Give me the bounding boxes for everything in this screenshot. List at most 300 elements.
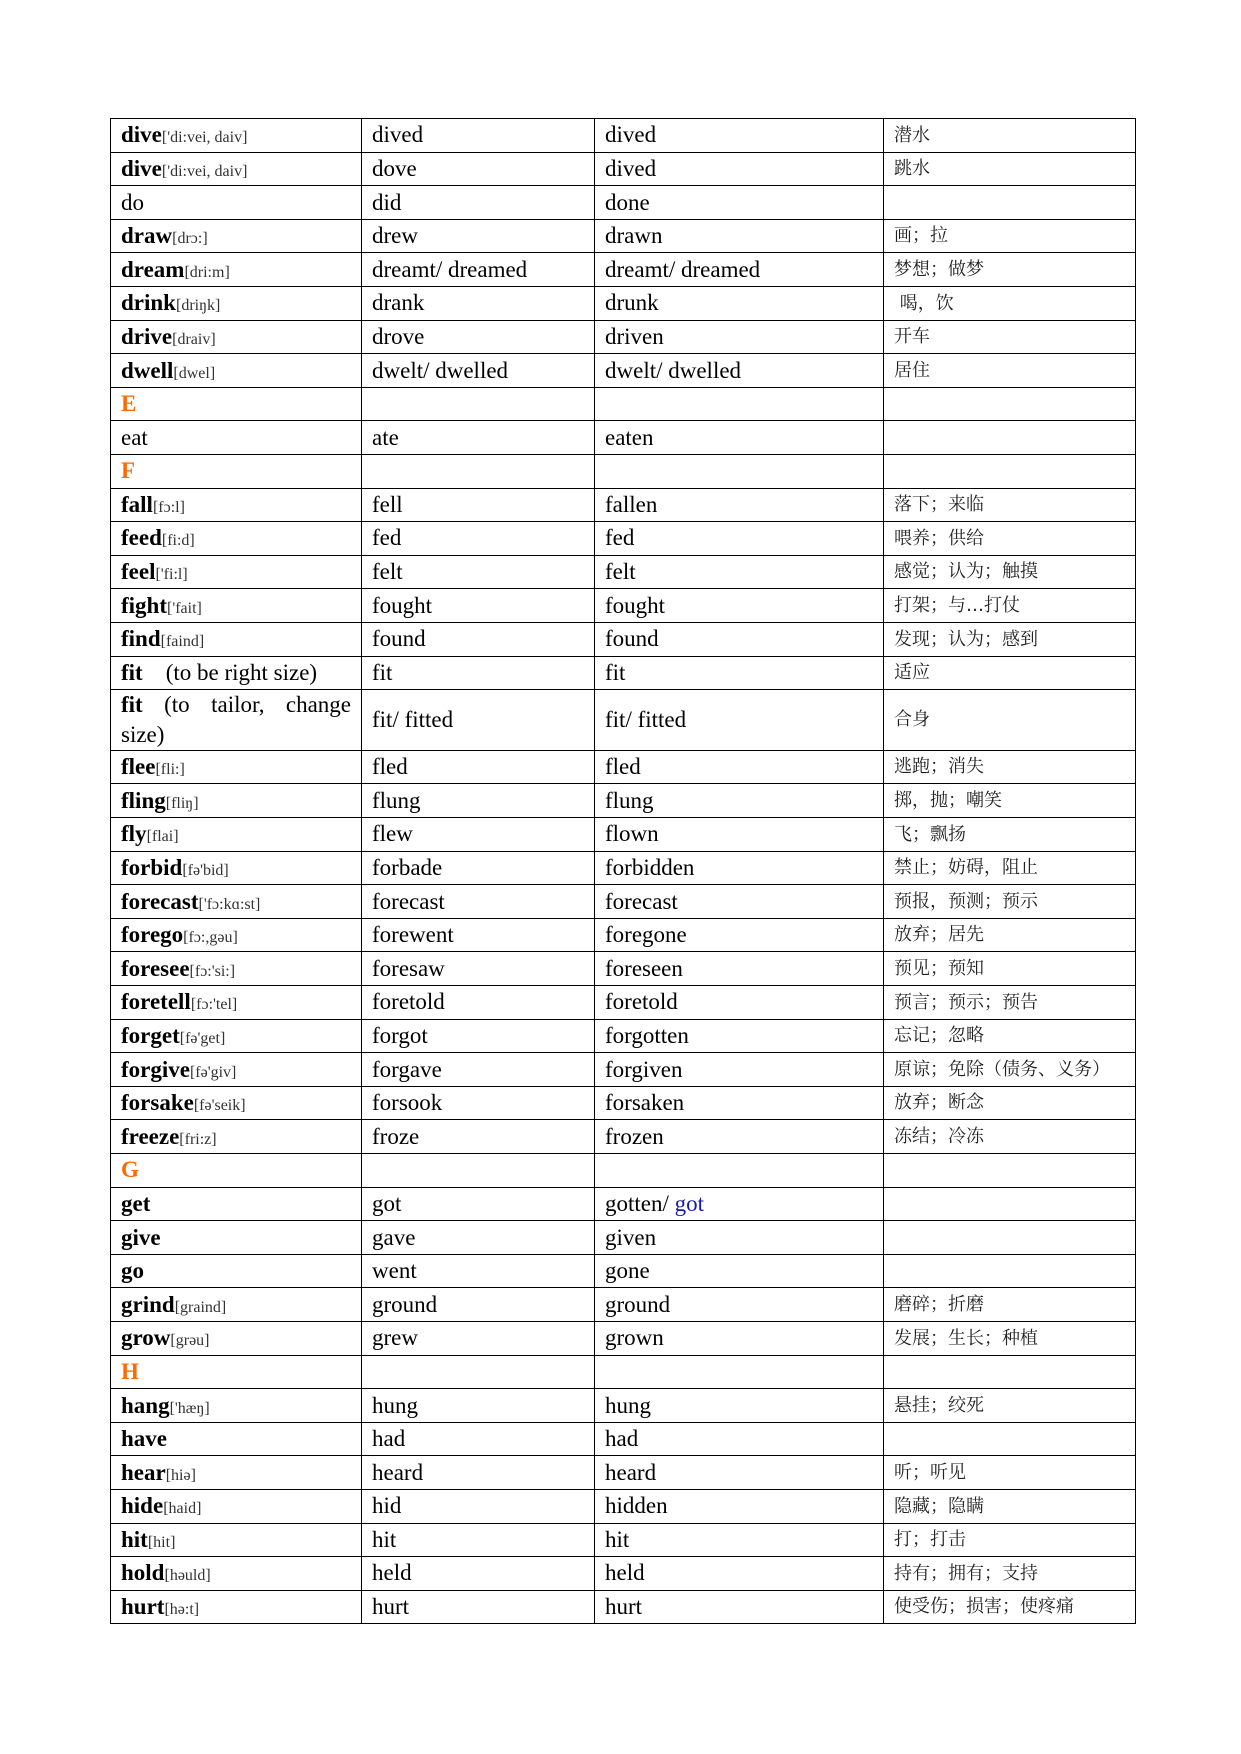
phonetic: [fɔ:l] [152, 498, 185, 516]
meaning-cell: 感觉；认为；触摸 [884, 555, 1136, 589]
base-form: hide [121, 1493, 164, 1519]
base-form-cell [111, 320, 362, 354]
phonetic: ['fɔ:kɑ:st] [198, 895, 261, 913]
past-participle-cell [595, 1422, 884, 1456]
past-participle-cell [595, 818, 884, 852]
past-tense-cell: forbade [362, 851, 595, 885]
empty-cell [884, 387, 1136, 421]
base-form-cell [111, 750, 362, 784]
base-form-cell [111, 119, 362, 153]
empty-cell [362, 454, 595, 488]
base-form: hold [121, 1560, 165, 1586]
past-tense-cell: ate [362, 421, 595, 455]
meaning-cell: 合身 [884, 690, 1136, 751]
base-form-cell [111, 1221, 362, 1255]
meaning-cell: 磨碎；折磨 [884, 1288, 1136, 1322]
base-form: hit [121, 1526, 148, 1552]
verb-row [111, 1590, 1136, 1624]
base-form: dive [121, 155, 162, 181]
past-participle: heard [605, 1459, 657, 1485]
verb-row [111, 1053, 1136, 1087]
phonetic: [hit] [147, 1533, 176, 1551]
past-tense-cell: held [362, 1557, 595, 1591]
past-tense-cell: drank [362, 286, 595, 320]
past-tense-cell: drove [362, 320, 595, 354]
usage-note: (to be right size) [142, 659, 318, 685]
meaning-cell: 原谅；免除（债务、义务） [884, 1053, 1136, 1087]
past-participle-cell [595, 253, 884, 287]
past-participle-cell [595, 286, 884, 320]
base-form-cell [111, 1557, 362, 1591]
past-participle: dived [605, 155, 657, 181]
empty-cell [595, 1154, 884, 1188]
verb-row [111, 986, 1136, 1020]
past-participle: forgotten [605, 1022, 689, 1048]
past-participle-cell [595, 1254, 884, 1288]
past-participle: frozen [605, 1123, 664, 1149]
section-letter [111, 387, 362, 421]
phonetic: [fi:d] [161, 532, 195, 550]
phonetic: [fə'bid] [182, 862, 229, 879]
base-form: find [121, 626, 161, 652]
meaning-cell: 忘记；忽略 [884, 1019, 1136, 1053]
past-participle: drunk [605, 290, 659, 316]
base-form-cell [111, 1489, 362, 1523]
past-participle: fit/ fitted [605, 707, 687, 733]
verb-row [111, 784, 1136, 818]
past-tense-cell: dwelt/ dwelled [362, 354, 595, 388]
verb-row [111, 589, 1136, 623]
meaning-cell [884, 1422, 1136, 1456]
empty-cell [362, 387, 595, 421]
base-form-cell [111, 690, 362, 751]
base-form: fly [121, 821, 147, 847]
phonetic: [hiə] [165, 1466, 196, 1484]
base-form: fall [121, 491, 153, 517]
phonetic: [fri:z] [179, 1130, 217, 1148]
base-form-cell [111, 286, 362, 320]
meaning-cell: 逃跑；消失 [884, 750, 1136, 784]
meaning-cell: 掷，抛；嘲笑 [884, 784, 1136, 818]
meaning-cell: 梦想；做梦 [884, 253, 1136, 287]
verb-row [111, 1456, 1136, 1490]
past-tense-cell: heard [362, 1456, 595, 1490]
past-tense-cell: fell [362, 488, 595, 522]
phonetic: [fɔ:,gəu] [183, 929, 238, 947]
phonetic: [driŋk] [175, 297, 221, 315]
past-participle: ground [605, 1291, 671, 1317]
base-form-cell [111, 885, 362, 919]
past-participle-cell [595, 1187, 884, 1221]
past-participle-cell [595, 885, 884, 919]
base-form: eat [121, 424, 148, 450]
past-tense-cell: forecast [362, 885, 595, 919]
base-form-cell [111, 851, 362, 885]
past-tense-cell: dived [362, 119, 595, 153]
past-participle-cell [595, 690, 884, 751]
meaning-cell: 喝，饮 [884, 286, 1136, 320]
base-form: feed [121, 525, 162, 551]
verb-row [111, 918, 1136, 952]
past-participle-cell [595, 784, 884, 818]
verb-row [111, 286, 1136, 320]
verb-row [111, 1489, 1136, 1523]
past-participle-cell [595, 589, 884, 623]
empty-cell [595, 1355, 884, 1389]
past-participle-cell [595, 219, 884, 253]
past-participle-cell [595, 1120, 884, 1154]
base-form: dream [121, 256, 185, 282]
past-participle-cell [595, 186, 884, 220]
verb-row [111, 119, 1136, 153]
past-participle: forsaken [605, 1090, 685, 1116]
verb-row [111, 851, 1136, 885]
phonetic: [həuld] [164, 1567, 211, 1585]
past-participle-cell [595, 918, 884, 952]
past-tense-cell: found [362, 622, 595, 656]
past-participle-cell [595, 1086, 884, 1120]
empty-cell [595, 387, 884, 421]
meaning-cell: 落下；来临 [884, 488, 1136, 522]
base-form-cell [111, 555, 362, 589]
past-participle: done [605, 189, 650, 215]
past-tense-cell: dreamt/ dreamed [362, 253, 595, 287]
base-form-cell [111, 1288, 362, 1322]
past-participle-cell [595, 1523, 884, 1557]
base-form-cell [111, 818, 362, 852]
base-form: grind [121, 1291, 175, 1317]
phonetic: [faind] [160, 633, 205, 651]
base-form-cell [111, 522, 362, 556]
empty-cell [884, 454, 1136, 488]
base-form-cell [111, 986, 362, 1020]
past-tense-cell: fed [362, 522, 595, 556]
past-participle: flown [605, 821, 659, 847]
base-form-cell [111, 253, 362, 287]
past-participle: fought [605, 592, 666, 618]
past-tense-cell: hung [362, 1389, 595, 1423]
past-participle-cell [595, 421, 884, 455]
verb-row [111, 1321, 1136, 1355]
past-participle-cell [595, 1288, 884, 1322]
past-participle: driven [605, 323, 664, 349]
base-form-cell [111, 421, 362, 455]
verb-row [111, 354, 1136, 388]
base-form: go [121, 1258, 144, 1284]
meaning-cell: 发展；生长；种植 [884, 1321, 1136, 1355]
past-participle-cell [595, 354, 884, 388]
past-tense-cell: got [362, 1187, 595, 1221]
empty-cell [595, 454, 884, 488]
past-participle: hung [605, 1392, 651, 1418]
past-participle-alt: got [674, 1190, 705, 1216]
past-participle-cell [595, 1389, 884, 1423]
meaning-cell [884, 421, 1136, 455]
past-tense-cell: forewent [362, 918, 595, 952]
past-tense-cell: did [362, 186, 595, 220]
phonetic: [hə:t] [164, 1601, 200, 1619]
phonetic: [grəu] [170, 1332, 210, 1350]
past-participle: held [605, 1560, 645, 1586]
base-form: hurt [121, 1594, 165, 1620]
past-participle: grown [605, 1325, 664, 1351]
base-form-cell [111, 589, 362, 623]
base-form: do [121, 189, 144, 215]
past-participle-cell [595, 320, 884, 354]
meaning-cell: 打架；与…打仗 [884, 589, 1136, 623]
meaning-cell: 预报，预测；预示 [884, 885, 1136, 919]
verb-row [111, 1086, 1136, 1120]
verb-row [111, 818, 1136, 852]
past-tense-cell: foresaw [362, 952, 595, 986]
past-participle-cell [595, 1053, 884, 1087]
meaning-cell: 喂养；供给 [884, 522, 1136, 556]
past-participle: forecast [605, 888, 678, 914]
phonetic: ['fi:l] [155, 566, 188, 584]
meaning-cell: 潜水 [884, 119, 1136, 153]
section-row [111, 387, 1136, 421]
section-letter-text: H [121, 1358, 139, 1384]
base-form: drive [121, 323, 173, 349]
phonetic: [flai] [146, 828, 179, 846]
phonetic: [dri:m] [184, 263, 230, 281]
past-participle-cell [595, 555, 884, 589]
base-form-cell [111, 1321, 362, 1355]
verb-row [111, 1557, 1136, 1591]
meaning-cell: 适应 [884, 656, 1136, 690]
section-letter-text: F [121, 458, 136, 484]
verb-row [111, 1288, 1136, 1322]
base-form: dive [121, 122, 162, 148]
past-tense-cell: dove [362, 152, 595, 186]
verb-table-body [111, 119, 1136, 1624]
section-letter [111, 454, 362, 488]
past-participle: foregone [605, 922, 687, 948]
meaning-cell: 预言；预示；预告 [884, 986, 1136, 1020]
phonetic: [fliŋ] [165, 794, 199, 812]
base-form-cell [111, 1019, 362, 1053]
base-form-cell [111, 152, 362, 186]
meaning-cell [884, 1221, 1136, 1255]
base-form: give [121, 1224, 161, 1250]
base-form-cell [111, 1456, 362, 1490]
past-participle-cell [595, 750, 884, 784]
base-form-cell [111, 622, 362, 656]
past-tense-cell: grew [362, 1321, 595, 1355]
past-tense-cell: forgave [362, 1053, 595, 1087]
base-form-cell [111, 1187, 362, 1221]
past-tense-cell: drew [362, 219, 595, 253]
section-letter [111, 1355, 362, 1389]
phonetic: [fɔ:'tel] [190, 996, 238, 1014]
past-tense-cell: ground [362, 1288, 595, 1322]
verb-row [111, 219, 1136, 253]
verb-row [111, 622, 1136, 656]
meaning-cell: 使受伤；损害；使疼痛 [884, 1590, 1136, 1624]
base-form-cell [111, 1254, 362, 1288]
phonetic: [dwel] [173, 364, 216, 382]
past-tense-cell: fought [362, 589, 595, 623]
past-participle: gotten/ [605, 1190, 675, 1216]
base-form: fit [121, 659, 143, 685]
past-tense-cell: hit [362, 1523, 595, 1557]
meaning-cell [884, 1187, 1136, 1221]
base-form-cell [111, 1389, 362, 1423]
past-participle: drawn [605, 223, 663, 249]
past-tense-cell: hurt [362, 1590, 595, 1624]
base-form-cell [111, 354, 362, 388]
base-form-cell [111, 186, 362, 220]
base-form: have [121, 1426, 167, 1452]
section-row [111, 454, 1136, 488]
base-form-cell [111, 1086, 362, 1120]
empty-cell [362, 1355, 595, 1389]
base-form-cell [111, 918, 362, 952]
past-participle-cell [595, 851, 884, 885]
past-tense-cell: flung [362, 784, 595, 818]
meaning-cell: 画；拉 [884, 219, 1136, 253]
past-participle-cell [595, 1590, 884, 1624]
past-participle-cell [595, 1489, 884, 1523]
empty-cell [884, 1154, 1136, 1188]
base-form: forget [121, 1022, 180, 1048]
verb-row [111, 152, 1136, 186]
section-letter-text: G [121, 1157, 139, 1183]
verb-row [111, 1422, 1136, 1456]
past-tense-cell: forgot [362, 1019, 595, 1053]
verb-row [111, 952, 1136, 986]
base-form-cell [111, 1523, 362, 1557]
past-participle: flung [605, 787, 654, 813]
past-participle: eaten [605, 424, 654, 450]
verb-row [111, 253, 1136, 287]
verb-row [111, 522, 1136, 556]
phonetic: ['fait] [167, 599, 202, 617]
meaning-cell: 放弃；断念 [884, 1086, 1136, 1120]
past-participle-cell [595, 986, 884, 1020]
past-participle: had [605, 1426, 639, 1452]
meaning-cell [884, 186, 1136, 220]
phonetic: [draiv] [172, 330, 216, 348]
verb-row [111, 656, 1136, 690]
past-tense-cell: froze [362, 1120, 595, 1154]
base-form: forgive [121, 1056, 190, 1082]
past-participle-cell [595, 488, 884, 522]
base-form: fling [121, 787, 166, 813]
past-tense-cell: had [362, 1422, 595, 1456]
meaning-cell: 悬挂；绞死 [884, 1389, 1136, 1423]
past-participle-cell [595, 1221, 884, 1255]
past-tense-cell: fit/ fitted [362, 690, 595, 751]
meaning-cell: 预见；预知 [884, 952, 1136, 986]
phonetic: ['di:vei, daiv] [161, 162, 248, 180]
meaning-cell [884, 1254, 1136, 1288]
base-form: feel [121, 559, 156, 585]
base-form-cell [111, 1053, 362, 1087]
base-form: hear [121, 1459, 166, 1485]
past-participle: forbidden [605, 855, 695, 880]
base-form: forego [121, 922, 184, 948]
phonetic: ['hæŋ] [169, 1399, 210, 1417]
meaning-cell: 飞；飘扬 [884, 818, 1136, 852]
phonetic: ['di:vei, daiv] [161, 129, 248, 147]
verb-row [111, 1120, 1136, 1154]
past-participle-cell [595, 119, 884, 153]
verb-row [111, 690, 1136, 751]
section-row [111, 1355, 1136, 1389]
meaning-cell: 打；打击 [884, 1523, 1136, 1557]
meaning-cell: 禁止；妨碍，阻止 [884, 851, 1136, 885]
past-participle: fit [605, 659, 626, 685]
section-row [111, 1154, 1136, 1188]
base-form: forsake [121, 1090, 194, 1116]
past-tense-cell: forsook [362, 1086, 595, 1120]
irregular-verb-table [110, 118, 1136, 1624]
verb-row [111, 885, 1136, 919]
base-form: fit [121, 692, 143, 718]
base-form-cell [111, 219, 362, 253]
past-participle-cell [595, 656, 884, 690]
verb-row [111, 186, 1136, 220]
past-participle-cell [595, 1321, 884, 1355]
base-form: get [121, 1190, 151, 1216]
verb-row [111, 1523, 1136, 1557]
phonetic: [graind] [174, 1298, 227, 1316]
past-participle: found [605, 626, 659, 652]
meaning-cell: 居住 [884, 354, 1136, 388]
base-form-cell [111, 656, 362, 690]
empty-cell [362, 1154, 595, 1188]
past-tense-cell: foretold [362, 986, 595, 1020]
base-form-cell [111, 488, 362, 522]
base-form: draw [121, 223, 173, 249]
base-form-cell [111, 1422, 362, 1456]
base-form-cell [111, 952, 362, 986]
verb-row [111, 1254, 1136, 1288]
phonetic: [fə'seik] [193, 1097, 246, 1115]
empty-cell [884, 1355, 1136, 1389]
base-form: fight [121, 592, 167, 618]
base-form-cell [111, 784, 362, 818]
past-participle: dived [605, 122, 657, 148]
past-participle-cell [595, 152, 884, 186]
past-tense-cell: felt [362, 555, 595, 589]
past-participle: hidden [605, 1493, 668, 1519]
phonetic: [fə'get] [179, 1029, 226, 1047]
base-form: drink [121, 290, 176, 316]
meaning-cell: 隐藏；隐瞒 [884, 1489, 1136, 1523]
base-form: hang [121, 1392, 170, 1418]
past-participle-cell [595, 622, 884, 656]
past-participle: foreseen [605, 955, 683, 981]
base-form: grow [121, 1325, 171, 1351]
past-tense-cell: flew [362, 818, 595, 852]
phonetic: [fli:] [155, 761, 185, 779]
meaning-cell: 放弃；居先 [884, 918, 1136, 952]
past-participle-cell [595, 1019, 884, 1053]
past-participle-cell [595, 952, 884, 986]
section-letter [111, 1154, 362, 1188]
verb-row [111, 1187, 1136, 1221]
past-participle: forgiven [605, 1056, 683, 1082]
phonetic: [fə'giv] [189, 1063, 237, 1081]
base-form: forbid [121, 855, 183, 880]
past-participle: gone [605, 1258, 650, 1284]
phonetic: [drɔ:] [172, 230, 208, 248]
base-form: foresee [121, 955, 190, 981]
verb-row [111, 555, 1136, 589]
past-tense-cell: went [362, 1254, 595, 1288]
